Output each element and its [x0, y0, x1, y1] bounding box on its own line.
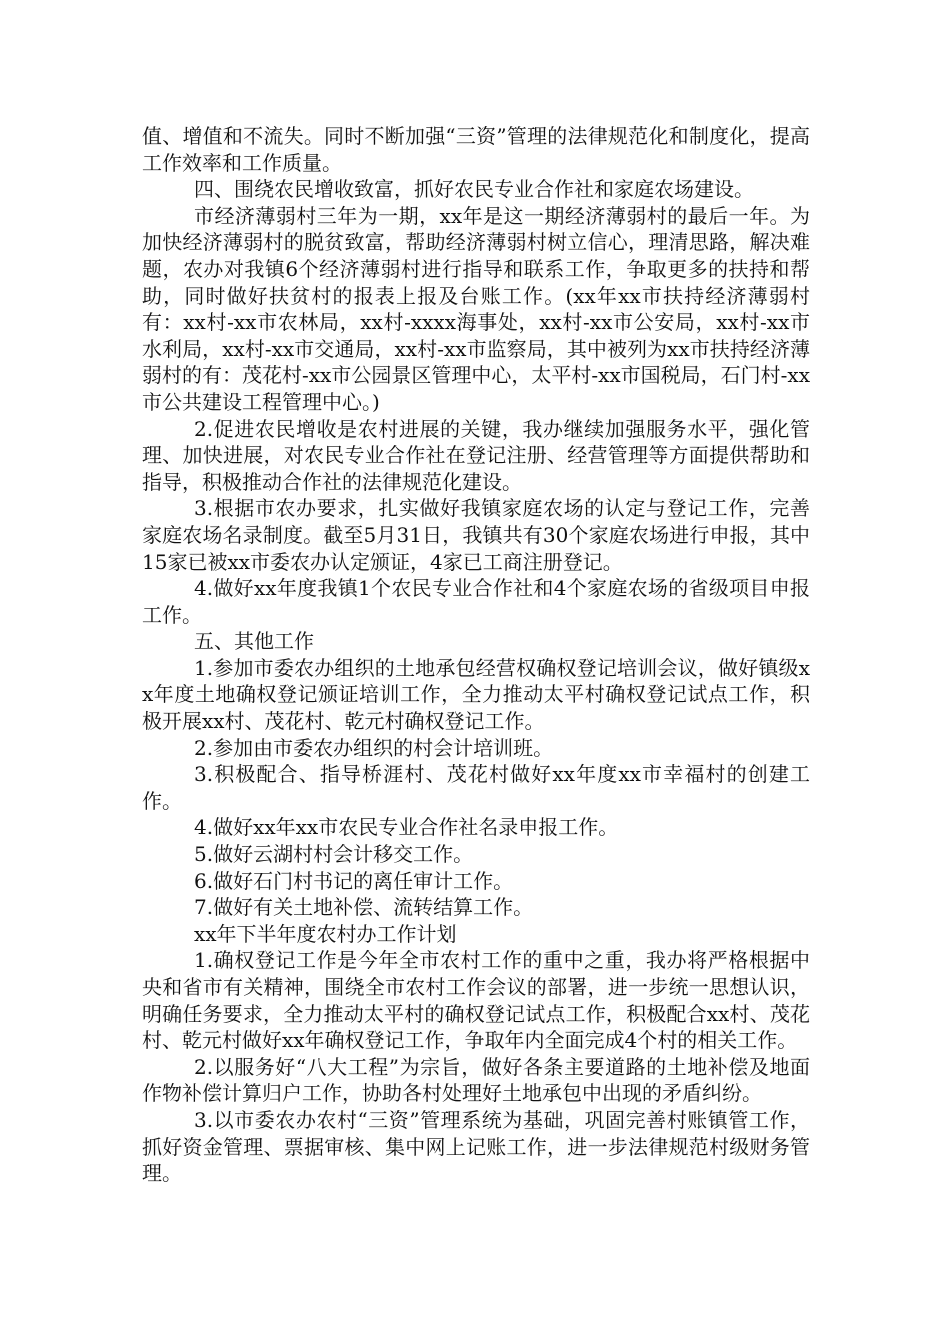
- paragraph: 4.做好xx年xx市农民专业合作社名录申报工作。: [194, 815, 619, 840]
- paragraph: 4.做好xx年度我镇1个农民专业合作社和4个家庭农场的省级项目申报工作。: [142, 576, 810, 627]
- paragraph: 3.积极配合、指导桥涯村、茂花村做好xx年度xx市幸福村的创建工作。: [142, 762, 810, 813]
- paragraph: 6.做好石门村书记的离任审计工作。: [194, 868, 514, 893]
- section-heading-five: 五、其他工作: [194, 629, 314, 654]
- paragraph: 1.参加市委农办组织的土地承包经营权确权登记培训会议，做好镇级xx年度土地确权登记颁证培训工作，全力推动太平村确权登记试点工作，积极开展xx村、茂花村、乾元村确权登记工作。: [142, 655, 810, 734]
- section-heading-four: 四、围绕农民增收致富，抓好农民专业合作社和家庭农场建设。: [194, 177, 754, 202]
- paragraph: 2.以服务好“八大工程”为宗旨，做好各条主要道路的土地补偿及地面作物补偿计算归户工作，协助各村处理好土地承包中出现的矛盾纠纷。: [142, 1054, 810, 1106]
- paragraph-continuation: 值、增值和不流失。同时不断加强“三资”管理的法律规范化和制度化，提高工作效率和工作质量。: [142, 124, 810, 175]
- paragraph: 5.做好云湖村村会计移交工作。: [194, 842, 474, 867]
- paragraph: 2.促进农民增收是农村进展的关键，我办继续加强服务水平，强化管理、加快进展，对农民专业合作社在登记注册、经营管理等方面提供帮助和指导，积极推动合作社的法律规范化建设。: [142, 416, 810, 494]
- paragraph: 7.做好有关土地补偿、流转结算工作。: [194, 895, 534, 920]
- paragraph: 1.确权登记工作是今年全市农村工作的重中之重，我办将严格根据中央和省市有关精神，围绕全市农村工作会议的部署，进一步统一思想认识，明确任务要求，全力推动太平村的确权登记试点工作，积极配合xx村、茂花村、乾元村做好xx年确权登记工作，争取年内全面完成4个村的相关工作。: [142, 948, 810, 1053]
- plan-heading: xx年下半年度农村办工作计划: [194, 921, 457, 946]
- paragraph: 3.以市委农办农村“三资”管理系统为基础，巩固完善村账镇管工作，抓好资金管理、票据审核、集中网上记账工作，进一步法律规范村级财务管理。: [142, 1107, 810, 1186]
- paragraph: 市经济薄弱村三年为一期，xx年是这一期经济薄弱村的最后一年。为加快经济薄弱村的脱贫致富，帮助经济薄弱村树立信心，理清思路，解决难题，农办对我镇6个经济薄弱村进行指导和联系工作，争取更多的扶持和帮助，同时做好扶贫村的报表上报及台账工作。(xx年xx市扶持经济薄弱村有：xx村-xx市农林局，xx村-xxxx海事处，xx村-xx市公安局，xx村-xx市水利局，xx村-xx市交通局，xx村-xx市监察局，其中被列为xx市扶持经济薄弱村的有：茂花村-xx市公园景区管理中心，太平村-xx市国税局，石门村-xx市公共建设工程管理中心。): [142, 203, 810, 414]
- paragraph: 2.参加由市委农办组织的村会计培训班。: [194, 735, 554, 760]
- paragraph: 3.根据市农办要求，扎实做好我镇家庭农场的认定与登记工作，完善家庭农场名录制度。截至5月31日，我镇共有30个家庭农场进行申报，其中15家已被xx市委农办认定颁证，4家已工商注册登记。: [142, 496, 810, 574]
- document-body: [142, 123, 810, 1187]
